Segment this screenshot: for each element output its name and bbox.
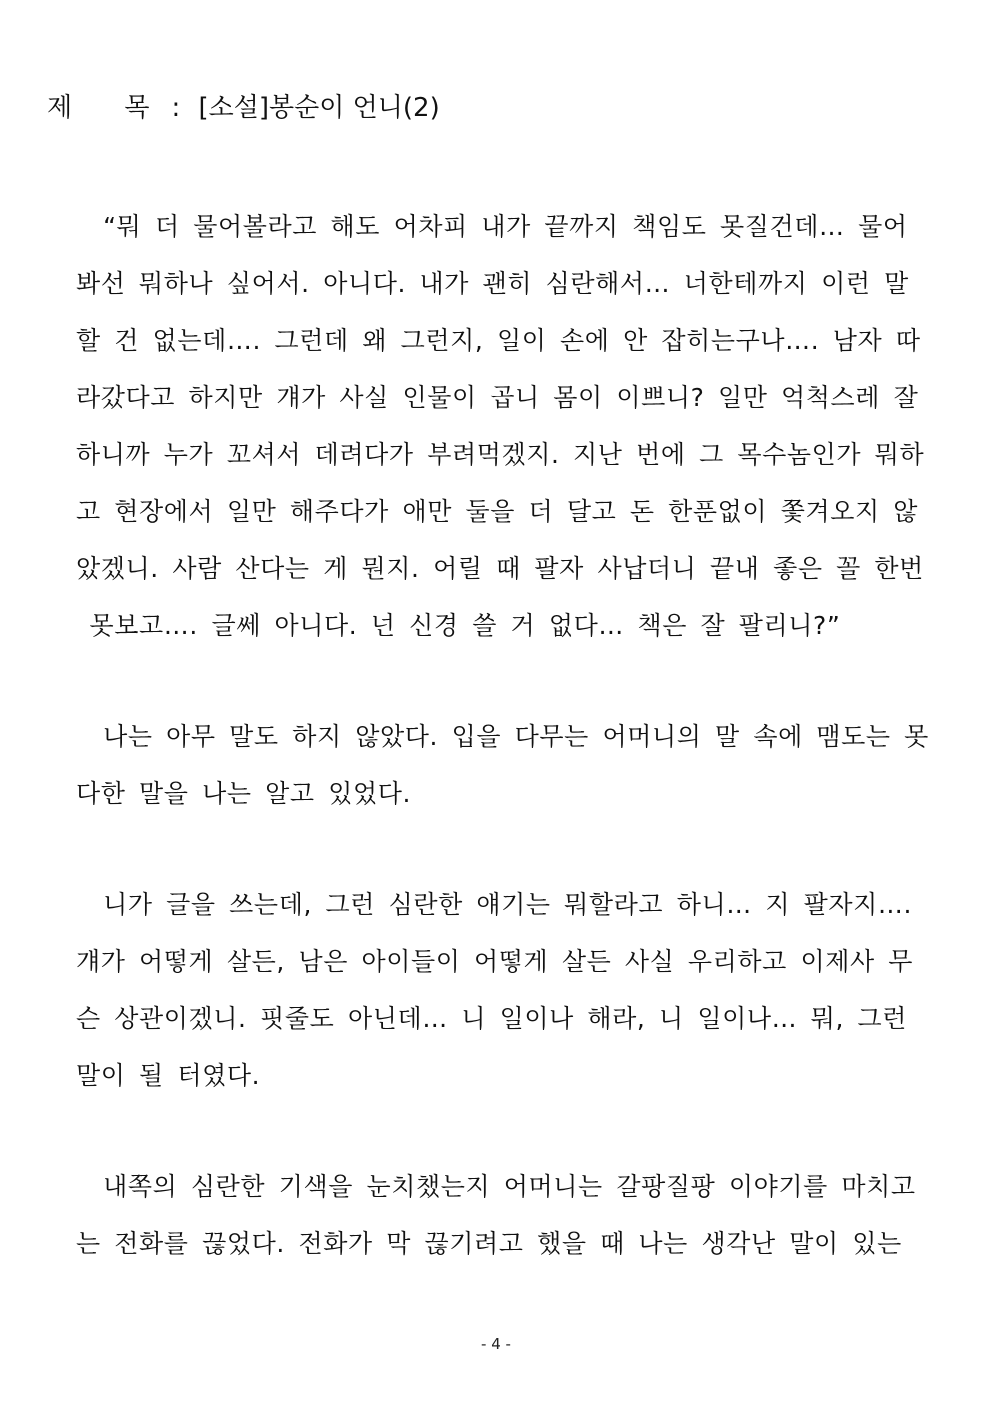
text-line: “뭐 더 물어볼라고 해도 어차피 내가 끝까지 책임도 못질건데… 물어	[76, 212, 908, 241]
text-line: 는 전화를 끊었다. 전화가 막 끊기려고 했을 때 나는 생각난 말이 있는	[76, 1229, 902, 1258]
paragraph-4	[76, 1158, 926, 1272]
paragraph-gap	[76, 822, 926, 876]
title-text: [소설]봉순이 언니(2)	[198, 93, 440, 123]
text-line: 았겠니. 사람 산다는 게 뭔지. 어릴 때 팔자 사납더니 끝내 좋은 꼴 한번	[76, 554, 924, 583]
text-line: 내쪽의 심란한 기색을 눈치챘는지 어머니는 갈팡질팡 이야기를 마치고	[76, 1172, 916, 1201]
text-line: 못보고…. 글쎄 아니다. 넌 신경 쓸 거 없다… 책은 잘 팔리니?”	[76, 611, 841, 640]
paragraph-gap	[76, 1104, 926, 1158]
text-line: 할 건 없는데…. 그런데 왜 그런지, 일이 손에 안 잡히는구나…. 남자 따	[76, 326, 921, 355]
text-line: 말이 될 터였다.	[76, 1061, 261, 1090]
text-line: 라갔다고 하지만 걔가 사실 인물이 곱니 몸이 이쁘니? 일만 억척스레 잘	[76, 383, 919, 412]
document-title	[47, 88, 440, 128]
text-line: 슨 상관이겠니. 핏줄도 아닌데… 니 일이나 해라, 니 일이나… 뭐, 그런	[76, 1004, 908, 1033]
paragraph-3	[76, 876, 926, 1104]
text-line: 다한 말을 나는 알고 있었다.	[76, 779, 411, 808]
paragraph-2	[76, 708, 929, 822]
document-body	[76, 198, 929, 1272]
title-separator: :	[171, 93, 181, 123]
text-line: 고 현장에서 일만 해주다가 애만 둘을 더 달고 돈 한푼없이 쫓겨오지 않	[76, 497, 919, 526]
text-line: 나는 아무 말도 하지 않았다. 입을 다무는 어머니의 말 속에 맴도는 못	[76, 722, 929, 751]
text-line: 하니까 누가 꼬셔서 데려다가 부려먹겠지. 지난 번에 그 목수놈인가 뭐하	[76, 440, 925, 469]
text-line: 봐선 뭐하나 싶어서. 아니다. 내가 괜히 심란해서… 너한테까지 이런 말	[76, 269, 909, 298]
text-line: 걔가 어떻게 살든, 남은 아이들이 어떻게 살든 사실 우리하고 이제사 무	[76, 947, 914, 976]
text-line: 니가 글을 쓰는데, 그런 심란한 얘기는 뭐할라고 하니… 지 팔자지….	[76, 890, 913, 919]
paragraph-1	[76, 198, 926, 654]
paragraph-gap	[76, 654, 926, 708]
page-number: - 4 -	[481, 1335, 511, 1353]
title-label: 제 목	[47, 93, 172, 123]
